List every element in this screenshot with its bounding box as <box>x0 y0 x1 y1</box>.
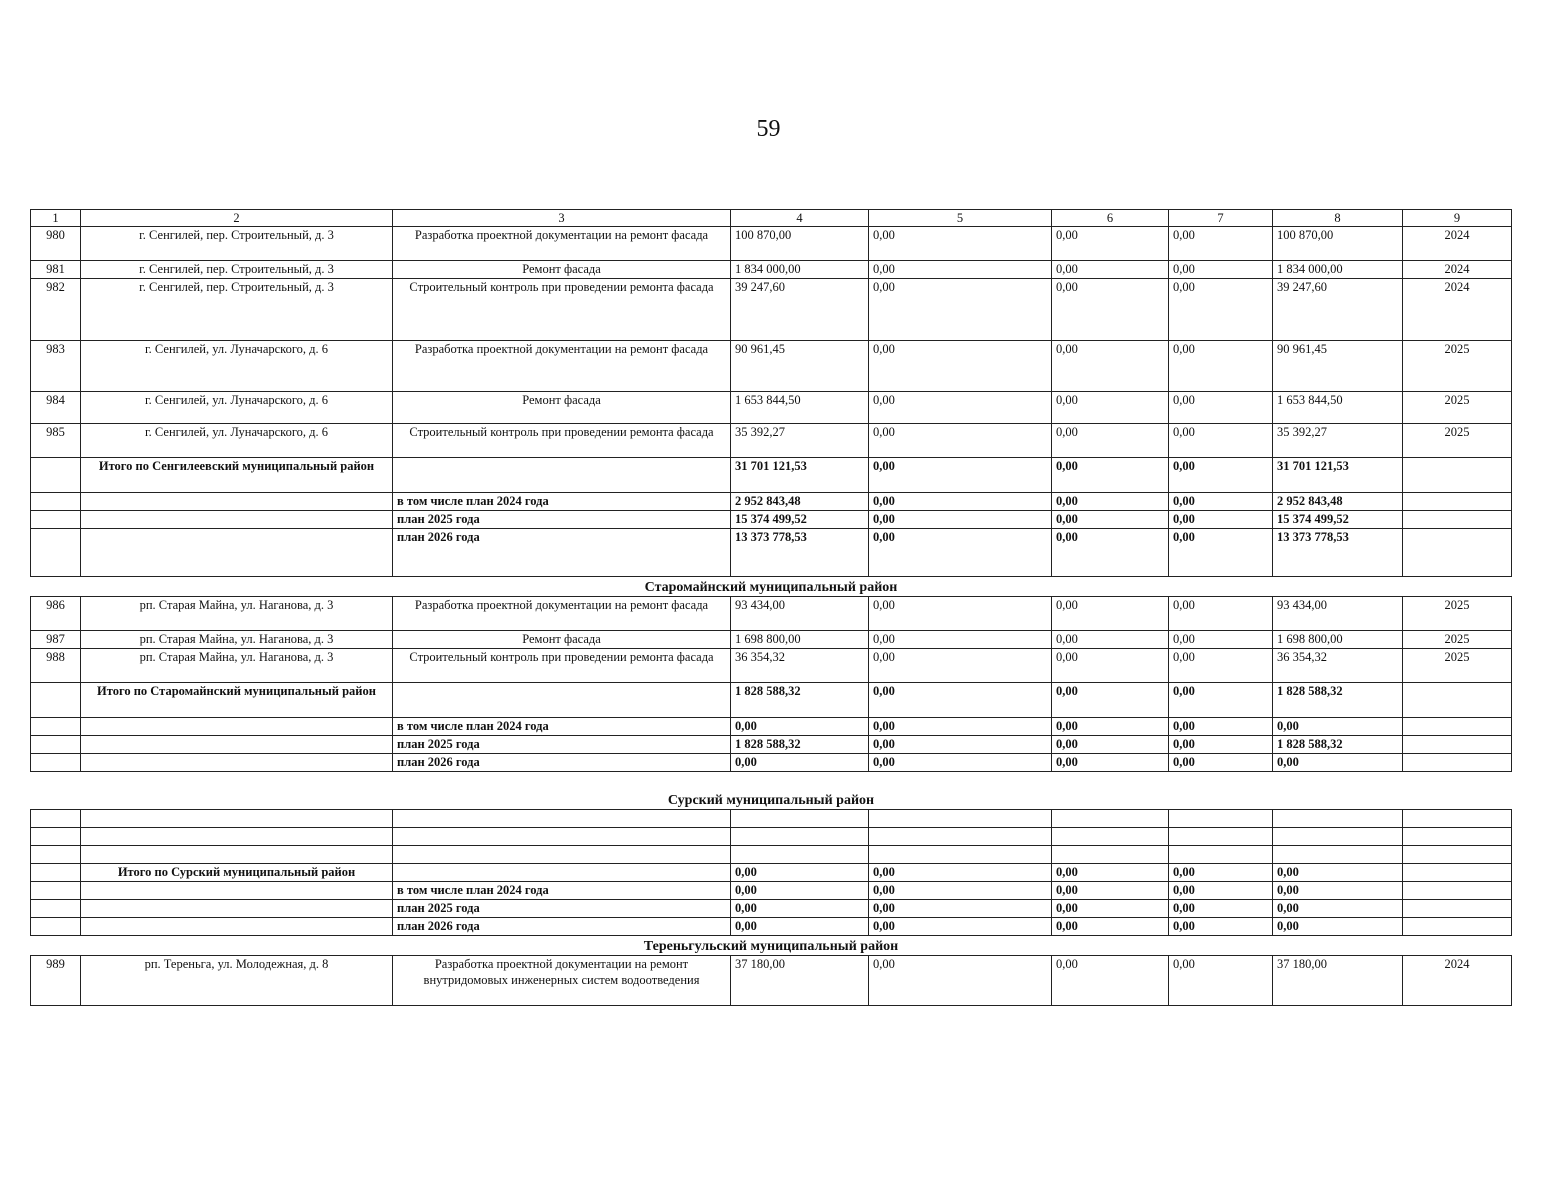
subtotal-row <box>31 718 1512 736</box>
empty-row <box>31 846 1512 864</box>
cell-col-8: 31 701 121,53 <box>1273 458 1403 493</box>
cell-col-9 <box>1403 511 1512 529</box>
empty-cell <box>1403 810 1512 828</box>
empty-cell <box>393 828 731 846</box>
empty-cell <box>869 828 1052 846</box>
subtotal-row <box>31 529 1512 577</box>
header-cell: 5 <box>869 210 1052 227</box>
empty-cell <box>1273 810 1403 828</box>
subtotal-row <box>31 900 1512 918</box>
cell-col-4: 31 701 121,53 <box>731 458 869 493</box>
cell-col-1 <box>31 900 81 918</box>
cell-col-6: 0,00 <box>1052 631 1169 649</box>
cell-col-3: план 2025 года <box>393 900 731 918</box>
cell-col-4: 36 354,32 <box>731 649 869 683</box>
cell-col-2: г. Сенгилей, пер. Строительный, д. 3 <box>81 261 393 279</box>
cell-col-3: Разработка проектной документации на ремонт фасада <box>393 341 731 392</box>
cell-col-7: 0,00 <box>1169 511 1273 529</box>
cell-col-9: 2024 <box>1403 279 1512 341</box>
cell-col-7: 0,00 <box>1169 900 1273 918</box>
cell-col-9 <box>1403 882 1512 900</box>
cell-col-9: 2025 <box>1403 424 1512 458</box>
cell-col-8: 1 698 800,00 <box>1273 631 1403 649</box>
cell-col-9: 2025 <box>1403 392 1512 424</box>
cell-col-3: Ремонт фасада <box>393 261 731 279</box>
cell-col-6: 0,00 <box>1052 261 1169 279</box>
region-heading-row <box>31 577 1512 597</box>
cell-col-9 <box>1403 683 1512 718</box>
cell-col-1 <box>31 754 81 772</box>
cell-col-9 <box>1403 493 1512 511</box>
table-row <box>31 956 1512 1006</box>
cell-col-6: 0,00 <box>1052 736 1169 754</box>
empty-cell <box>1403 828 1512 846</box>
cell-col-3: Строительный контроль при проведении ремонта фасада <box>393 279 731 341</box>
cell-col-3: план 2026 года <box>393 529 731 577</box>
cell-col-9 <box>1403 754 1512 772</box>
cell-col-7: 0,00 <box>1169 597 1273 631</box>
cell-col-6: 0,00 <box>1052 900 1169 918</box>
cell-col-2 <box>81 900 393 918</box>
page-number: 59 <box>756 116 781 142</box>
cell-col-8: 0,00 <box>1273 882 1403 900</box>
total-row <box>31 683 1512 718</box>
empty-cell <box>393 810 731 828</box>
cell-col-2: рп. Старая Майна, ул. Наганова, д. 3 <box>81 597 393 631</box>
cell-col-2: г. Сенгилей, пер. Строительный, д. 3 <box>81 227 393 261</box>
cell-col-5: 0,00 <box>869 754 1052 772</box>
cell-col-9: 2025 <box>1403 631 1512 649</box>
header-cell: 1 <box>31 210 81 227</box>
empty-cell <box>731 828 869 846</box>
subtotal-row <box>31 736 1512 754</box>
header-cell: 9 <box>1403 210 1512 227</box>
header-cell: 7 <box>1169 210 1273 227</box>
cell-col-3: Разработка проектной документации на ремонт фасада <box>393 227 731 261</box>
cell-col-7: 0,00 <box>1169 754 1273 772</box>
cell-col-9 <box>1403 918 1512 936</box>
table-row <box>31 424 1512 458</box>
header-cell: 6 <box>1052 210 1169 227</box>
cell-col-3: план 2026 года <box>393 754 731 772</box>
cell-col-2 <box>81 511 393 529</box>
cell-col-9 <box>1403 736 1512 754</box>
cell-col-2: рп. Старая Майна, ул. Наганова, д. 3 <box>81 631 393 649</box>
cell-col-6: 0,00 <box>1052 597 1169 631</box>
cell-col-4: 93 434,00 <box>731 597 869 631</box>
cell-col-1 <box>31 718 81 736</box>
cell-col-5: 0,00 <box>869 918 1052 936</box>
cell-col-3: Строительный контроль при проведении ремонта фасада <box>393 424 731 458</box>
cell-col-5: 0,00 <box>869 392 1052 424</box>
cell-col-2 <box>81 882 393 900</box>
cell-col-8: 1 828 588,32 <box>1273 736 1403 754</box>
cell-col-8: 93 434,00 <box>1273 597 1403 631</box>
cell-col-3: Строительный контроль при проведении ремонта фасада <box>393 649 731 683</box>
cell-col-8: 2 952 843,48 <box>1273 493 1403 511</box>
cell-col-5: 0,00 <box>869 261 1052 279</box>
empty-cell <box>81 846 393 864</box>
cell-col-2: Итого по Старомайнский муниципальный район <box>81 683 393 718</box>
cell-col-6: 0,00 <box>1052 424 1169 458</box>
cell-col-4: 0,00 <box>731 718 869 736</box>
cell-col-4: 35 392,27 <box>731 424 869 458</box>
empty-cell <box>81 828 393 846</box>
cell-col-4: 0,00 <box>731 882 869 900</box>
cell-col-1: 989 <box>31 956 81 1006</box>
cell-col-7: 0,00 <box>1169 683 1273 718</box>
cell-col-4: 100 870,00 <box>731 227 869 261</box>
cell-col-5: 0,00 <box>869 511 1052 529</box>
cell-col-1 <box>31 683 81 718</box>
cell-col-6: 0,00 <box>1052 956 1169 1006</box>
cell-col-9: 2024 <box>1403 261 1512 279</box>
cell-col-2 <box>81 529 393 577</box>
cell-col-1 <box>31 529 81 577</box>
cell-col-8: 35 392,27 <box>1273 424 1403 458</box>
cell-col-3: Разработка проектной документации на ремонт внутридомовых инженерных систем водоотведения <box>393 956 731 1006</box>
cell-col-7: 0,00 <box>1169 882 1273 900</box>
capital-repair-table <box>30 209 1512 1006</box>
cell-col-4: 1 698 800,00 <box>731 631 869 649</box>
cell-col-9 <box>1403 864 1512 882</box>
region-title: Тереньгульский муниципальный район <box>31 936 1512 956</box>
cell-col-7: 0,00 <box>1169 279 1273 341</box>
subtotal-row <box>31 493 1512 511</box>
table-row <box>31 341 1512 392</box>
cell-col-6: 0,00 <box>1052 529 1169 577</box>
cell-col-4: 37 180,00 <box>731 956 869 1006</box>
cell-col-9: 2025 <box>1403 597 1512 631</box>
cell-col-6: 0,00 <box>1052 718 1169 736</box>
cell-col-1 <box>31 458 81 493</box>
empty-cell <box>31 846 81 864</box>
cell-col-4: 0,00 <box>731 900 869 918</box>
cell-col-1 <box>31 864 81 882</box>
table-row <box>31 631 1512 649</box>
cell-col-5: 0,00 <box>869 631 1052 649</box>
cell-col-1: 980 <box>31 227 81 261</box>
empty-cell <box>1169 810 1273 828</box>
empty-cell <box>1169 828 1273 846</box>
cell-col-2: Итого по Сурский муниципальный район <box>81 864 393 882</box>
cell-col-3: Разработка проектной документации на ремонт фасада <box>393 597 731 631</box>
cell-col-8: 100 870,00 <box>1273 227 1403 261</box>
table-row <box>31 392 1512 424</box>
cell-col-2 <box>81 736 393 754</box>
subtotal-row <box>31 882 1512 900</box>
cell-col-5: 0,00 <box>869 864 1052 882</box>
cell-col-6: 0,00 <box>1052 918 1169 936</box>
cell-col-7: 0,00 <box>1169 341 1273 392</box>
cell-col-2: г. Сенгилей, пер. Строительный, д. 3 <box>81 279 393 341</box>
cell-col-5: 0,00 <box>869 736 1052 754</box>
cell-col-9: 2024 <box>1403 227 1512 261</box>
cell-col-1 <box>31 736 81 754</box>
cell-col-9 <box>1403 718 1512 736</box>
cell-col-2 <box>81 718 393 736</box>
cell-col-4: 0,00 <box>731 918 869 936</box>
cell-col-1 <box>31 918 81 936</box>
cell-col-3: в том числе план 2024 года <box>393 718 731 736</box>
cell-col-1: 987 <box>31 631 81 649</box>
cell-col-6: 0,00 <box>1052 754 1169 772</box>
cell-col-4: 39 247,60 <box>731 279 869 341</box>
cell-col-4: 1 828 588,32 <box>731 683 869 718</box>
empty-row <box>31 810 1512 828</box>
cell-col-6: 0,00 <box>1052 227 1169 261</box>
table-row <box>31 261 1512 279</box>
cell-col-2: рп. Тереньга, ул. Молодежная, д. 8 <box>81 956 393 1006</box>
cell-col-1 <box>31 511 81 529</box>
cell-col-1: 988 <box>31 649 81 683</box>
subtotal-row <box>31 754 1512 772</box>
cell-col-2: рп. Старая Майна, ул. Наганова, д. 3 <box>81 649 393 683</box>
table-row <box>31 279 1512 341</box>
cell-col-4: 0,00 <box>731 864 869 882</box>
cell-col-9: 2024 <box>1403 956 1512 1006</box>
cell-col-5: 0,00 <box>869 227 1052 261</box>
cell-col-5: 0,00 <box>869 493 1052 511</box>
cell-col-1: 981 <box>31 261 81 279</box>
cell-col-3: план 2025 года <box>393 736 731 754</box>
empty-cell <box>1273 828 1403 846</box>
cell-col-6: 0,00 <box>1052 279 1169 341</box>
empty-cell <box>1403 846 1512 864</box>
cell-col-8: 0,00 <box>1273 718 1403 736</box>
empty-cell <box>1273 846 1403 864</box>
cell-col-8: 0,00 <box>1273 864 1403 882</box>
cell-col-7: 0,00 <box>1169 864 1273 882</box>
cell-col-8: 1 834 000,00 <box>1273 261 1403 279</box>
table-row <box>31 597 1512 631</box>
cell-col-8: 0,00 <box>1273 918 1403 936</box>
cell-col-7: 0,00 <box>1169 918 1273 936</box>
empty-cell <box>869 810 1052 828</box>
cell-col-1: 984 <box>31 392 81 424</box>
region-heading-row <box>31 936 1512 956</box>
empty-cell <box>731 846 869 864</box>
cell-col-7: 0,00 <box>1169 956 1273 1006</box>
region-heading-row <box>31 772 1512 810</box>
cell-col-3: в том числе план 2024 года <box>393 493 731 511</box>
cell-col-8: 1 828 588,32 <box>1273 683 1403 718</box>
cell-col-6: 0,00 <box>1052 458 1169 493</box>
cell-col-1: 986 <box>31 597 81 631</box>
cell-col-8: 36 354,32 <box>1273 649 1403 683</box>
cell-col-7: 0,00 <box>1169 424 1273 458</box>
cell-col-6: 0,00 <box>1052 341 1169 392</box>
cell-col-4: 1 834 000,00 <box>731 261 869 279</box>
cell-col-5: 0,00 <box>869 683 1052 718</box>
cell-col-7: 0,00 <box>1169 227 1273 261</box>
cell-col-6: 0,00 <box>1052 864 1169 882</box>
cell-col-3: в том числе план 2024 года <box>393 882 731 900</box>
header-cell: 8 <box>1273 210 1403 227</box>
cell-col-3: Ремонт фасада <box>393 392 731 424</box>
cell-col-9 <box>1403 458 1512 493</box>
cell-col-2 <box>81 493 393 511</box>
cell-col-3 <box>393 458 731 493</box>
cell-col-6: 0,00 <box>1052 392 1169 424</box>
cell-col-2: Итого по Сенгилеевский муниципальный район <box>81 458 393 493</box>
cell-col-6: 0,00 <box>1052 511 1169 529</box>
cell-col-2: г. Сенгилей, ул. Луначарского, д. 6 <box>81 424 393 458</box>
cell-col-8: 0,00 <box>1273 900 1403 918</box>
cell-col-7: 0,00 <box>1169 261 1273 279</box>
cell-col-4: 15 374 499,52 <box>731 511 869 529</box>
cell-col-8: 90 961,45 <box>1273 341 1403 392</box>
cell-col-5: 0,00 <box>869 900 1052 918</box>
cell-col-7: 0,00 <box>1169 649 1273 683</box>
region-title: Сурский муниципальный район <box>31 772 1512 810</box>
cell-col-5: 0,00 <box>869 649 1052 683</box>
cell-col-1: 982 <box>31 279 81 341</box>
total-row <box>31 458 1512 493</box>
cell-col-5: 0,00 <box>869 882 1052 900</box>
empty-cell <box>869 846 1052 864</box>
cell-col-9 <box>1403 900 1512 918</box>
table-row <box>31 649 1512 683</box>
empty-cell <box>31 810 81 828</box>
cell-col-9 <box>1403 529 1512 577</box>
cell-col-5: 0,00 <box>869 529 1052 577</box>
cell-col-7: 0,00 <box>1169 392 1273 424</box>
empty-cell <box>731 810 869 828</box>
empty-cell <box>1169 846 1273 864</box>
cell-col-7: 0,00 <box>1169 736 1273 754</box>
cell-col-4: 0,00 <box>731 754 869 772</box>
cell-col-9: 2025 <box>1403 341 1512 392</box>
cell-col-7: 0,00 <box>1169 458 1273 493</box>
cell-col-6: 0,00 <box>1052 649 1169 683</box>
cell-col-4: 2 952 843,48 <box>731 493 869 511</box>
cell-col-8: 37 180,00 <box>1273 956 1403 1006</box>
cell-col-9: 2025 <box>1403 649 1512 683</box>
cell-col-7: 0,00 <box>1169 493 1273 511</box>
cell-col-5: 0,00 <box>869 279 1052 341</box>
cell-col-5: 0,00 <box>869 956 1052 1006</box>
cell-col-4: 90 961,45 <box>731 341 869 392</box>
empty-cell <box>1052 810 1169 828</box>
cell-col-4: 1 828 588,32 <box>731 736 869 754</box>
region-title: Старомайнский муниципальный район <box>31 577 1512 597</box>
header-cell: 2 <box>81 210 393 227</box>
cell-col-5: 0,00 <box>869 597 1052 631</box>
cell-col-1 <box>31 882 81 900</box>
cell-col-2: г. Сенгилей, ул. Луначарского, д. 6 <box>81 341 393 392</box>
empty-cell <box>393 846 731 864</box>
cell-col-1: 983 <box>31 341 81 392</box>
header-cell: 3 <box>393 210 731 227</box>
empty-row <box>31 828 1512 846</box>
cell-col-7: 0,00 <box>1169 529 1273 577</box>
cell-col-3: план 2025 года <box>393 511 731 529</box>
cell-col-8: 13 373 778,53 <box>1273 529 1403 577</box>
cell-col-1 <box>31 493 81 511</box>
cell-col-3: план 2026 года <box>393 918 731 936</box>
empty-cell <box>1052 828 1169 846</box>
cell-col-2 <box>81 754 393 772</box>
cell-col-7: 0,00 <box>1169 631 1273 649</box>
empty-cell <box>81 810 393 828</box>
subtotal-row <box>31 918 1512 936</box>
subtotal-row <box>31 511 1512 529</box>
cell-col-7: 0,00 <box>1169 718 1273 736</box>
cell-col-8: 15 374 499,52 <box>1273 511 1403 529</box>
cell-col-2 <box>81 918 393 936</box>
cell-col-3: Ремонт фасада <box>393 631 731 649</box>
cell-col-6: 0,00 <box>1052 683 1169 718</box>
cell-col-2: г. Сенгилей, ул. Луначарского, д. 6 <box>81 392 393 424</box>
cell-col-6: 0,00 <box>1052 493 1169 511</box>
cell-col-5: 0,00 <box>869 341 1052 392</box>
cell-col-3 <box>393 683 731 718</box>
cell-col-1: 985 <box>31 424 81 458</box>
column-number-header <box>31 210 1512 227</box>
cell-col-3 <box>393 864 731 882</box>
cell-col-5: 0,00 <box>869 458 1052 493</box>
table-row <box>31 227 1512 261</box>
cell-col-6: 0,00 <box>1052 882 1169 900</box>
total-row <box>31 864 1512 882</box>
empty-cell <box>1052 846 1169 864</box>
cell-col-5: 0,00 <box>869 718 1052 736</box>
cell-col-4: 13 373 778,53 <box>731 529 869 577</box>
empty-cell <box>31 828 81 846</box>
cell-col-4: 1 653 844,50 <box>731 392 869 424</box>
header-cell: 4 <box>731 210 869 227</box>
cell-col-8: 0,00 <box>1273 754 1403 772</box>
cell-col-8: 39 247,60 <box>1273 279 1403 341</box>
cell-col-5: 0,00 <box>869 424 1052 458</box>
cell-col-8: 1 653 844,50 <box>1273 392 1403 424</box>
